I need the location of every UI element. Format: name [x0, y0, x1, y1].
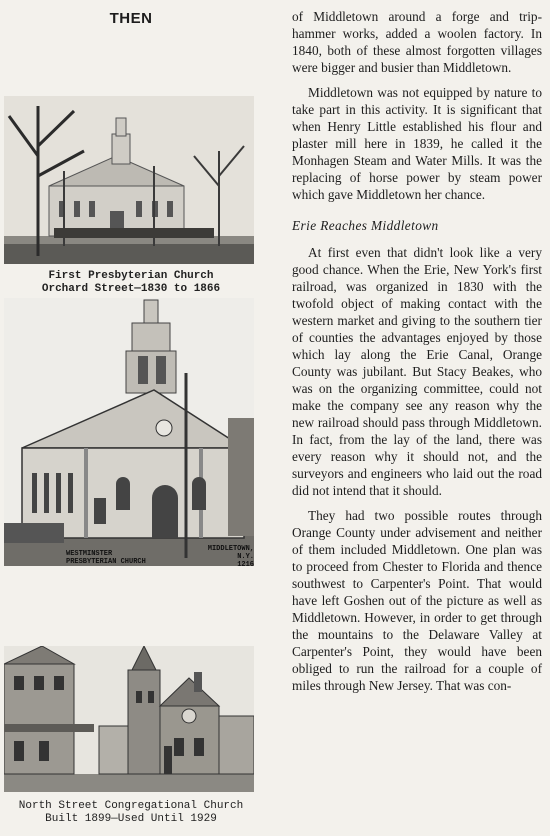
right-column-text [292, 8, 542, 694]
caption-photo-1 [0, 270, 262, 296]
church-photo-1 [4, 96, 254, 264]
photo2-inset-left-line2: PRESBYTERIAN CHURCH [66, 558, 146, 566]
paragraph-4: They had two possible routes through Orange County under advisement and neither of them included Middletown. One plan was to proceed from Chester to Florida and thence southwest to Carpenter's Point. That would have left Goshen out of the picture as well as Middletown. However, in order to get through the mountains to the Delaware Valley at Carpenter's Point, they would have been obliged to run the railroad for a couple of miles through New Jersey. That was con- [292, 508, 542, 693]
section-subheading: Erie Reaches Middletown [292, 218, 439, 233]
photo2-inset-right-line1: MIDDLETOWN, N.Y. [207, 545, 254, 561]
caption-photo-3 [0, 800, 262, 826]
photo2-inset-label-left [66, 550, 146, 566]
church-photo-2 [4, 298, 254, 566]
photo2-inset-right-line2: 1216 [237, 561, 254, 566]
caption-photo-3-line2: Built 1899—Used Until 1929 [45, 813, 217, 825]
paragraph-3: At first even that didn't look like a very good chance. When the Erie, New York's first railroad, was organized in 1830 with the twofold object of making contact with the western market and giving to the southern tier of counties the advantages enjoyed by those which lay along the Erie Canal, Orange County was jubilant. But Stacy Beakes, who was on the organizing committee, could not make the company see any reason why the new railroad should pass through Middletown. In fact, from the lay of the land, there was every reason why it should not, and the surveyors and engineers who laid out the road did not intend that it should. [292, 245, 542, 498]
caption-photo-3-line1: North Street Congregational Church [18, 800, 244, 812]
paragraph-2: Middletown was not equipped by nature to take part in this activity. It is significant that when Henry Little established his flour and plaster mill here in 1839, he called it the Monhagen Steam and Water Mills. It was the replacing of horse power by steam power which gave Middletown her chance. [292, 85, 542, 202]
photo-westminster-presbyterian-church [4, 298, 254, 566]
photo-north-street-congregational-church [4, 646, 254, 792]
caption-photo-1-line1: First Presbyterian Church [48, 270, 214, 282]
paragraph-1: of Middletown around a forge and trip-hammer works, added a woolen factory. In 1840, both of these almost forgotten villages were bigger and busier than Middletown. [292, 9, 542, 75]
caption-photo-1-line2: Orchard Street—1830 to 1866 [41, 283, 221, 295]
photo2-inset-label-right [192, 545, 254, 566]
photo-first-presbyterian-church [4, 96, 254, 264]
church-photo-3 [4, 646, 254, 792]
section-header: THEN [109, 10, 153, 27]
left-column [0, 0, 262, 836]
photo2-inset-left-line1: WESTMINSTER [66, 550, 113, 558]
